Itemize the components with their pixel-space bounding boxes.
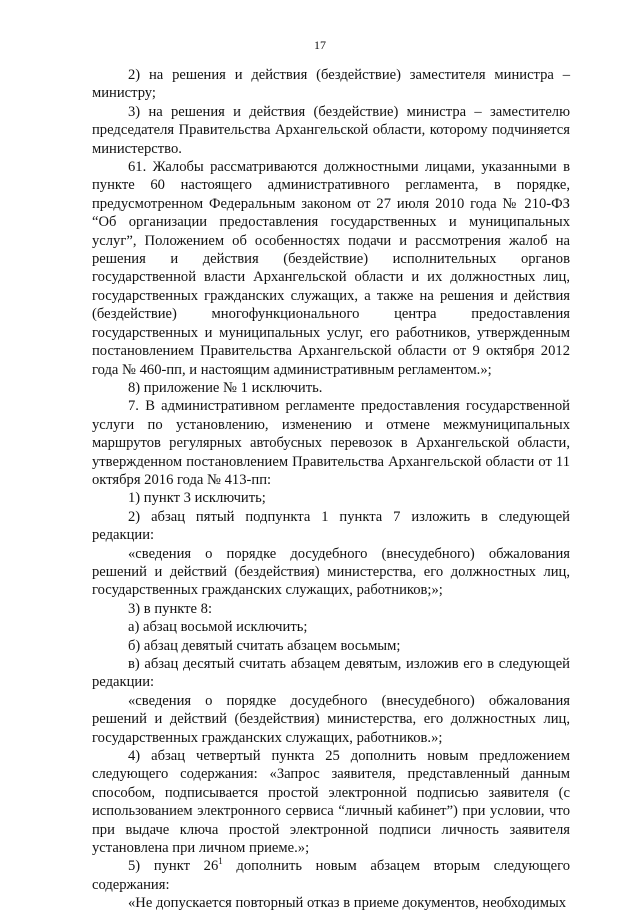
superscript-number: 1 xyxy=(218,856,223,867)
paragraph: в) абзац десятый считать абзацем девятым, изложив его в следующей редакции: xyxy=(92,656,570,691)
paragraph-with-superscript xyxy=(92,857,570,894)
document-body xyxy=(92,66,570,913)
paragraph: «сведения о порядке досудебного (внесудебного) обжалования решений и действий (бездействия) министерства, его должностных лиц, государственных гражданских служащих, работников.»; xyxy=(92,692,570,746)
paragraph: а) абзац восьмой исключить; xyxy=(128,619,308,636)
paragraph: 3) в пункте 8: xyxy=(128,600,213,617)
paragraph: «Не допускается повторный отказ в приеме документов, необходимых xyxy=(128,895,567,912)
paragraph: 1) пункт 3 исключить; xyxy=(128,490,266,507)
paragraph: 3) на решения и действия (бездействие) министра – заместителю председателя Правительства Архангельской области, которому подчиняется министерство. xyxy=(92,103,570,157)
paragraph: «сведения о порядке досудебного (внесудебного) обжалования решений и действий (бездействия) министерства, его должностных лиц, государственных гражданских служащих, работников;»; xyxy=(92,545,570,599)
paragraph: 2) абзац пятый подпункта 1 пункта 7 изложить в следующей редакции: xyxy=(92,508,570,544)
paragraph: 2) на решения и действия (бездействие) заместителя министра – министру; xyxy=(92,67,570,102)
text-after-superscript: дополнить новым абзацем вторым следующего содержания: xyxy=(92,858,570,893)
page-number: 17 xyxy=(314,38,326,52)
text-before-superscript: 5) пункт 26 xyxy=(128,858,219,875)
paragraph: 4) абзац четвертый пункта 25 дополнить новым предложением следующего содержания: «Запрос заявителя, представленный данным способом, подписывается простой электронной подписью заявителя (с использованием электронного сервиса “личный кабинет”) при условии, что при выдаче ключа простой электронной подписи личность заявителя установлена при личном приеме.»; xyxy=(92,748,570,857)
paragraph: 61. Жалобы рассматриваются должностными лицами, указанными в пункте 60 настоящего административного регламента, в порядке, предусмотренном Федеральным законом от 27 июля 2010 года № 210-ФЗ “Об организации предоставления государственных и муниципальных услуг”, Положением об особенностях подачи и рассмотрения жалоб на решения и действия (бездействие) исполнительных органов государственной власти Архангельской области и их должностных лиц, государственных гражданских служащих, а также на решения и действия (бездействие) многофункционального центра предоставления государственных и муниципальных услуг, его работников, утвержденным постановлением Правительства Архангельской области от 9 октября 2012 года № 460-пп, и настоящим административным регламентом.»; xyxy=(92,159,570,378)
paragraph: б) абзац девятый считать абзацем восьмым; xyxy=(128,637,401,654)
paragraph: 7. В административном регламенте предоставления государственной услуги по установлению, изменению и отмене межмуниципальных маршрутов регулярных автобусных перевозок в Архангельской области, утвержденном постановлением Правительства Архангельской области от 11 октября 2016 года № 413-пп: xyxy=(92,398,570,488)
paragraph: 8) приложение № 1 исключить. xyxy=(128,379,323,396)
